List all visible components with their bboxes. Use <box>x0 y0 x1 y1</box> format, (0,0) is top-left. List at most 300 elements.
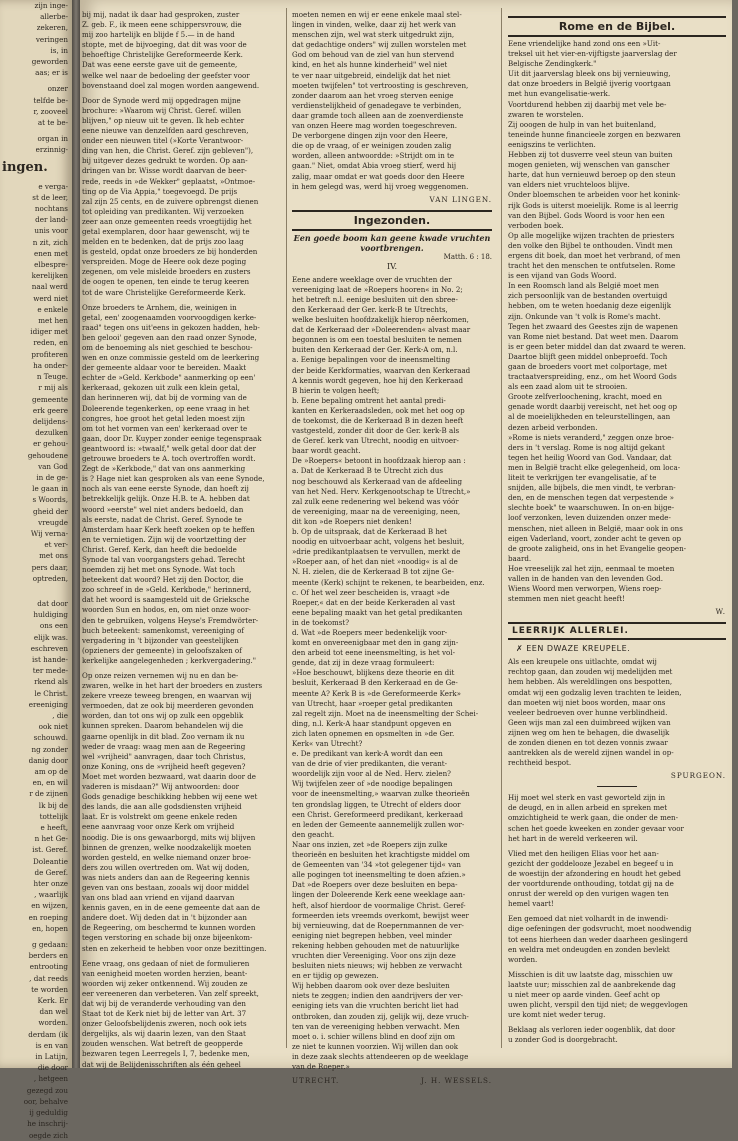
text-line: met hen <box>38 316 68 326</box>
text-line: is gesteld, opdat onze broeders ze bij honderden <box>82 247 258 257</box>
text-line: N. H. zielen, die de Kerkeraad B tot zijne Ge- <box>292 567 454 577</box>
text-line: ij geduldig <box>29 1108 68 1118</box>
column-1 <box>82 10 280 1069</box>
text-line: , dat reeds <box>29 973 68 983</box>
text-line: brochure: »Waarom wij Christ. Geref. willen <box>82 105 242 115</box>
text-line: r mij als <box>38 383 68 393</box>
newspaper-page <box>80 0 732 1086</box>
text-line: elbespre- <box>34 260 68 270</box>
text-line: Hij moet wel sterk en vast geworteld zijn in <box>508 793 666 803</box>
text-line: God om behoud van de ziel van hun stervend <box>292 50 455 60</box>
text-line: vaderen is misdaan?" Wij antwoorden: door <box>82 782 240 792</box>
text-line: dat gedachtige onders" wij zullen worstelen met <box>292 40 467 50</box>
text-line: B hierin te volgen heeft; <box>292 385 380 395</box>
text-line: dezen arbeid verbonden. <box>508 422 598 432</box>
text-line: betrekkelijk gelijk. Onze H.B. te A. hebben dat <box>82 494 250 504</box>
text-line: tracht het den menschen te ontfutselen. Rome <box>508 261 676 271</box>
text-line: zich persoonlijk van de bestanden overtuigd <box>508 291 668 301</box>
text-line: u zonder God is doorgebracht. <box>508 1035 618 1045</box>
text-line: en wijzen, <box>31 901 68 911</box>
column-3 <box>508 10 726 1046</box>
text-line: buch beteekent: samenkomst, vereeniging of <box>82 625 245 635</box>
text-line: (opzieners der gemeente) in geloofszaken of <box>82 645 242 655</box>
text-line: ook niet <box>38 722 68 732</box>
text-line: aas; er is <box>35 68 68 78</box>
text-line: meente A? Kerk B is »de Gereformeerde Kerk» <box>292 688 461 698</box>
text-line: welke wel naar de bedoeling der geefster voor <box>82 70 250 80</box>
text-line: stemmen men niet geacht heeft! <box>508 594 625 604</box>
text-line: Zegt de »Kerkbode," dat van ons aanmerking <box>82 464 246 474</box>
text-line: verdienstelijkheid of genadegave te verbinden, <box>292 100 462 110</box>
text-line: d. Wat »de Roepers meer bedenkelijk voor- <box>292 627 448 637</box>
text-line: vreugde <box>38 517 68 527</box>
text-line: binnen de grenzen, welke noodzakelijk moeten <box>82 842 252 852</box>
text-line: om tot het vormen van een' kerkeraad over te <box>82 423 248 433</box>
text-line: woorden Sun en hodos, en, om niet onze woor- <box>82 605 251 615</box>
text-line: Kerk. Er <box>37 996 68 1006</box>
text-line: der gemeente aldaar voor te bereiden. Maakt <box>82 363 247 373</box>
text-line: weder de vraag: waag men aan de Regeering <box>82 741 246 751</box>
text-line: van Utrecht, haar »roeper getal predikanten <box>292 698 453 708</box>
text-line: vruchten dier Vereeniging. Voor ons zijn deze <box>292 950 456 960</box>
text-line: naal werd <box>31 282 68 292</box>
text-line: melden en te bedenken, dat de prijs zoo laag <box>82 237 244 247</box>
text-line: geven van ons bestaan, zooals wij door middel <box>82 882 250 892</box>
text-line: eeniging iets van die vruchten bericht liet had <box>292 1001 459 1011</box>
text-line: Roeper,« dat en der beide Kerkeraden al vast <box>292 597 456 607</box>
text-line: lk bij de <box>38 800 68 810</box>
text-line: der voortdurende onthouding, totdat gij na de <box>508 879 674 889</box>
text-line: genade wordt daarbij vereischt, net het oog op <box>508 402 678 412</box>
text-line: uwen plicht, verspil den tijd niet; de weggevlogen <box>508 1000 688 1010</box>
text-line: dan herinneren wij, dat bij de vorming van de <box>82 393 247 403</box>
text-line: kerkelijke aangelegenheden ; kerkvergadering." <box>82 655 256 665</box>
kreupele-text <box>508 657 726 768</box>
text-line: gehoudene <box>27 450 68 460</box>
text-line: Tegen het zwaard des Geestes zijn de wapenen <box>508 321 678 331</box>
meditation-text <box>508 793 726 1045</box>
section-heading-leerrijk: LEERRIJK ALLERLEI. <box>508 622 726 640</box>
text-line: hebben, om te weten hoedanig deze eigenlijk <box>508 301 672 311</box>
divider <box>597 786 637 787</box>
text-line: r de zijnen <box>29 789 68 799</box>
text-line: zegenen, om vele misleide broeders en zusters <box>82 267 251 277</box>
text-line: Vlied met den heiligen Elias voor het aan- <box>508 848 659 858</box>
text-line: at te be- <box>37 118 68 128</box>
article-text <box>292 275 492 1072</box>
text-line: al de moeielijkheden en teleurstellingen, aan <box>508 412 671 422</box>
text-line: van eenigheid moeten worden herzien, beant- <box>82 968 248 978</box>
text-line: eene bepaling maakt van het getal predikanten <box>292 607 463 617</box>
text-line: menschen, niet alleen in België, maar ook in ons <box>508 523 683 533</box>
text-line: Amsterdam haar Kerk heeft zoeken op te heffen <box>82 524 255 534</box>
text-line: veringen <box>35 34 68 44</box>
text-line: worden, dan tot ons wij op zulk een opgeblik <box>82 711 244 721</box>
text-line: Onder bloemschen te arbeiden voor het konink- <box>508 190 681 200</box>
text-line: baar wordt geacht. <box>292 446 361 456</box>
text-line: van de drie of vier predikanten, die verant- <box>292 759 448 769</box>
text-line: am op de <box>34 767 68 776</box>
text-line: het betreft n.l. eenige besluiten uit den sbree- <box>292 294 458 304</box>
text-line: rechtheid bespot. <box>508 758 572 768</box>
signature-van-lingen: VAN LINGEN. <box>429 194 492 204</box>
text-line: eenigszins te verlichten. <box>508 139 596 149</box>
text-line: eene aanvraag voor onze Kerk om vrijheid <box>82 822 235 832</box>
text-line: om de benoeming als niet geschied te beschou- <box>82 343 253 352</box>
text-line: van ons blad aan vriend en vijand daarvan <box>82 893 235 903</box>
text-line: tottelijk <box>39 811 68 821</box>
text-line: theorieën en besluiten het krachtigste middel om <box>292 850 470 860</box>
text-line: mij zoo hartelijk en blijde f 5.— in de hand <box>82 30 235 40</box>
text-line: ergens dit boek, dan moet het verbrand, of men <box>508 250 681 260</box>
text-line: Als een kreupele ons uitlachte, omdat wij <box>508 657 657 667</box>
text-line: zijn. Onkunde van 't volk is Rome's macht. <box>508 311 661 321</box>
text-line: gaan, door Dr. Kuyper zonder eenige tegenspraak <box>82 433 262 443</box>
page-gutter <box>72 0 80 1068</box>
previous-page-strip <box>0 0 72 1140</box>
text-line: ter mede- <box>32 666 68 676</box>
text-line: optreden, <box>32 573 68 583</box>
text-line: zijn inge- <box>34 1 68 10</box>
text-line: ze niet te kunnen voorzien. Wij willen dan ook <box>292 1041 459 1051</box>
text-line: profiteren <box>31 349 68 359</box>
text-line: te ver naar uitgebreid, eindelijk dat het niet <box>292 70 451 80</box>
text-line: buiten den Kerkeraad der Ger. Kerk-A om, n.l. <box>292 345 458 355</box>
text-line: een Christ. Gereformeerd predikant, kerkeraad <box>292 809 464 819</box>
text-line: de toekomst, die de Kerkeraad B in dezen heeft <box>292 416 464 425</box>
text-line: echter de »Geld. Kerkbode" aanmerking op een' <box>82 373 256 383</box>
text-line: ders in 't verslag. Rome is nog altijd gekant <box>508 442 665 452</box>
text-line: n het Ge- <box>34 834 68 844</box>
text-line: geworden <box>31 57 68 67</box>
text-line: ontbroken, dan zouden zij, gelijk wij, deze vruch- <box>292 1011 469 1021</box>
text-line: kennis gaven, en in de eene gemeente dat aan de <box>82 903 261 913</box>
text-line: Hoe vreeselijk zal het zijn, eenmaal te moeten <box>508 563 675 573</box>
text-line: van het Ned. Herv. Kerkgenootschap te Utrecht,» <box>292 486 471 496</box>
text-line: dit kon »de Roepers niet denken! <box>292 516 412 526</box>
text-line: noodig. Die is ons gewaarborgd, mits wij blijven <box>82 832 256 842</box>
text-line: rekening hebben gehouden met de natuurlijke <box>292 940 460 950</box>
text-line: n Teuge. <box>36 372 68 382</box>
text-line: Staat tot de Kerk niet bij de letter van Art. 37 <box>82 1009 247 1019</box>
text-line: rijk Gods is uiterst moeielijk. Rome is al leerrig <box>508 200 679 210</box>
text-line: menschen zijn, wel wat sterk uitgedrukt zijn, <box>292 30 455 40</box>
text-line: gezegd zou <box>26 1085 68 1095</box>
text-line: Een gemoed dat niet volhardt in de inwendi- <box>508 914 669 924</box>
text-line: Dat was eene eerste gave uit de gemeente, <box>82 60 238 70</box>
text-line: Zij ooogen de hulp in van het buitenland, <box>508 119 657 129</box>
text-line: den arbeid tot eene ineensmelting, is het vol- <box>292 648 455 658</box>
text-line: woordelijk zijn voor al de Ned. Herv. zielen? <box>292 769 451 779</box>
text-line: slechte boek" te waarschuwen. In on-en bijge- <box>508 503 675 513</box>
text-line: vermoeden, dat ze ook bij meerderen gevonden <box>82 701 254 711</box>
text-line: Naar ons inzien, zet »de Roepers zijn zulke <box>292 839 448 849</box>
text-line: ten van de vereeniging hebben verwacht. Men <box>292 1021 460 1031</box>
text-line: ereeniging <box>28 699 68 709</box>
text-line: bij uitgever dezes gedrukt te worden. Op aan- <box>82 156 248 166</box>
text-line: de vereeniging, maar na de vereeniging, neen, <box>292 506 461 516</box>
text-line: gaan de broeders voort met colportage, met <box>508 362 668 371</box>
text-line: eer vereeneren dan verbeteren. Van zelf spreekt, <box>82 988 259 998</box>
strip-heading: ingen. <box>2 159 48 175</box>
text-line: zekere vreeze teweeg brengen, en waarvan wij <box>82 691 252 701</box>
text-line: bij vernieuwing, dat de Roepernmannen de ver- <box>292 920 464 930</box>
text-line: hter onze <box>33 879 68 889</box>
text-line: onze Koning, ons de »vrijheid heeft gegeven? <box>82 761 246 771</box>
text-line: noch als van eene eerste Synode, dan hoeft zij <box>82 484 249 494</box>
text-line: in de ge- <box>36 472 68 482</box>
text-line: andere doet. Wij deden dat in 't bijzonder aan <box>82 913 247 923</box>
text-line: kerkeraad, gekozen uit zulk een klein getal, <box>82 383 240 393</box>
text-line: den geacht. <box>292 829 335 839</box>
text-line: geantwoord is: »twaalf," welk getal door dat der <box>82 443 257 453</box>
text-line: ng zonder <box>31 744 68 754</box>
text-line: en er tijdig op gewezen. <box>292 971 379 981</box>
text-line: elijk was. <box>33 632 68 642</box>
text-line: zal zulk eene redenering wel bekend was vóór <box>292 496 459 506</box>
text-line: schouwd. <box>33 733 68 743</box>
text-line: dat de Kerkeraad der »Doleerenden« alvast maar <box>292 325 471 335</box>
text-line: Eene andere weeklage over de vruchten der <box>292 274 452 284</box>
text-line: ding, n.l. Kerk-A haar standpunt opgeven en <box>292 718 452 728</box>
text-line: allerbe- <box>40 12 68 22</box>
text-line: telfde be- <box>33 95 68 105</box>
text-line: de oogen te openen, ten einde te terug keeren <box>82 277 250 287</box>
text-line: Kerk« van Utrecht? <box>292 739 363 748</box>
text-line: ting op de Via Appia," toegevoegd. De prijs <box>82 186 238 196</box>
text-line: liteit te verkrijgen ter evangelisatie, af te <box>508 473 657 483</box>
text-line: verboden boek. <box>508 220 564 230</box>
text-line: beteekent dat woord? Het zij den Doctor, die <box>82 575 244 585</box>
text-line: eschreven <box>30 643 68 653</box>
text-line: Belgische Zendingkerk." <box>508 59 597 69</box>
text-line: delijdens- <box>32 416 68 426</box>
text-line: gheid der <box>33 506 68 516</box>
text-line: e heeft, <box>40 823 68 833</box>
text-line: Wij twijfelen zeer of »de noodige bepalingen <box>292 779 453 789</box>
text-line: tot opleiding van predikanten. Wij verzoeken <box>82 206 244 216</box>
text-line: Wij verna- <box>30 528 68 538</box>
text-line: van onzen Heere mag worden toegeschreven. <box>292 121 457 131</box>
text-line: komt en onvereenigbaar met den in gang zijn- <box>292 638 459 648</box>
text-line: Uit dit jaarverslag bleek ons bij vernieuwing, <box>508 69 671 79</box>
text-line: s Woords, <box>32 495 68 505</box>
text-line: en, hopen <box>32 923 68 933</box>
text-line: niets te zeggen; indien den aandrijvers der ver- <box>292 991 464 1001</box>
text-line: den, en de menschen tegen dat verpestende » <box>508 493 674 503</box>
text-line: onzer <box>47 84 68 94</box>
text-line: hemel vaart! <box>508 899 554 909</box>
text-line: A kennis wordt gegeven, hoe hij den Kerkeraad <box>292 375 464 385</box>
column-2 <box>292 10 492 1086</box>
text-line: men in België tracht elke gelegenheid, om loca- <box>508 462 681 472</box>
text-line: De »Roepers« betoont in hoofdzaak hierop aan : <box>292 456 466 466</box>
column-1-text <box>82 10 280 1070</box>
text-line: ist hande- <box>32 654 68 664</box>
text-line: Geen wijs man zal een duimbreed wijken van <box>508 717 671 727</box>
text-line: ten grondslag liggen, te Utrecht of elders door <box>292 799 461 809</box>
text-line: als eerste, nadat de Christ. Geref. Synode te <box>82 514 242 524</box>
text-line: onzer Geloofsbelijdenis zweren, noch ook iets <box>82 1019 247 1029</box>
text-line: welke besluiten hoofdzakelijk hierop nêerkomen, <box>292 315 469 325</box>
text-line: worden. <box>38 1018 68 1028</box>
text-line: erk geere <box>32 405 68 415</box>
text-line: en weldra met ondeugden en zonden bevlekt <box>508 944 670 954</box>
text-line: wen en onze commissie gesteld om de leerkering <box>82 353 260 363</box>
text-line: Z. geb. F., ik meen eene schippersvrouw, die <box>82 20 242 30</box>
text-line: le gaan in <box>32 484 68 494</box>
text-line: sten en zekerheid te hebben voor onze bezittingen. <box>82 943 267 953</box>
text-line: zwaren, welke in het hart der broeders en zusters <box>82 681 263 691</box>
text-line: ist. Geref. <box>32 845 68 855</box>
signature-name: J. H. WESSELS. <box>420 1076 492 1086</box>
text-line: derdam (ik <box>28 1029 68 1039</box>
text-line: r, zooveel <box>33 106 68 116</box>
text-line: vallen in de handen van den levenden God. <box>508 573 663 583</box>
text-line: was niets anders dan aan de Regeering kennis <box>82 872 250 882</box>
text-line: met hun evangelisatie-werk. <box>508 89 611 99</box>
text-line: besluit, Kerkeraad B den Kerkeraad en de Ge- <box>292 678 458 688</box>
text-line: die door <box>37 1063 68 1073</box>
text-line: met ons <box>39 551 68 561</box>
text-line: entrooting <box>29 962 68 972</box>
text-line: behoeftige Christelijke Gereformeerde Kerk. <box>82 50 243 60</box>
text-line: nog beschouwd als Kerkeraad van de afdeeling <box>292 476 462 486</box>
text-line: is en van <box>35 1040 68 1050</box>
cross-icon: ✗ <box>516 644 524 654</box>
text-line: Doleantie <box>33 856 68 866</box>
text-line: woorden wij zeker ontkennend. Wij zouden ze <box>82 978 248 988</box>
text-line: worden gesteld, en welke niemand onzer broe- <box>82 852 251 862</box>
text-line: woord »eerste" wel niet anders bedoeld, dan <box>82 504 244 514</box>
text-line: het hart in de wereld verkeeren wil. <box>508 833 638 843</box>
text-line: zal regelt zijn. Moet na de ineensmelting der Schei- <box>292 708 479 718</box>
text-line: zich laten opnemen en opsmelten in »de Ger. <box>292 728 455 738</box>
section-heading-rome: Rome en de Bijbel. <box>508 16 726 37</box>
text-line: pers daar, <box>31 562 68 572</box>
text-line: treksel uit het vier-en-vijftigste jaarverslag der <box>508 49 677 59</box>
text-line: is ? Hage niet kan gesproken als van eene Synode, <box>82 474 265 484</box>
text-line: bovenstaand doel zal mogen worden aangewend. <box>82 80 260 90</box>
text-line: de woestijn der afzondering en houdt het gebed <box>508 868 681 878</box>
text-line: en, en wil <box>32 778 68 788</box>
text-line: g gedaan: <box>32 940 68 950</box>
text-line: loof verzonken, leven duizenden onzer mede- <box>508 513 671 523</box>
text-line: Door de Synode werd mij opgedragen mijne <box>82 95 241 105</box>
text-line: , waarlijk <box>34 890 68 900</box>
text-line: kerelijken <box>31 271 68 281</box>
text-line: rkend als <box>34 677 68 687</box>
text-line: reden, en <box>33 338 68 348</box>
text-line: gende, dat zij in deze vraag formuleert: <box>292 658 435 668</box>
text-line: tractaatverspreiding, enz., om het Woord Gods <box>508 372 677 382</box>
text-line: danig door <box>28 755 68 765</box>
text-line: »Hoe beschouwt, blijkens deze theorie en dit <box>292 668 455 678</box>
article-reference: Matth. 6 : 18. <box>443 252 492 261</box>
text-line: Gods genadige beschikking hebben wij eene wet <box>82 792 258 802</box>
text-line: he inschrij- <box>27 1119 68 1129</box>
text-line: omdat wij een godzalig leven trachten te leiden, <box>508 687 682 697</box>
text-line: dat onze broeders in België ijverig voortgaan <box>508 79 671 89</box>
text-line: nochtans <box>34 204 68 214</box>
text-line: onrust der wereld op den vurigen wagen ten <box>508 889 669 899</box>
article-title: Een goede boom kan geene kwade vruchten voortbrengen. <box>293 232 491 253</box>
text-line: e enkele <box>37 304 68 314</box>
text-line: lingen in vinden, welke, daar zij het werk van <box>292 20 456 30</box>
strip-text-top <box>0 0 72 156</box>
text-line: dan wel <box>39 1007 68 1017</box>
text-line: le Christ. <box>34 688 68 698</box>
text-line: , die <box>52 710 68 720</box>
text-line: de Geref. kerk van Utrecht, noodig en uitvoer- <box>292 436 459 446</box>
text-line: Beklaag als verloren ieder oogenblik, dat door <box>508 1025 676 1035</box>
text-line: en leden der Gemeente aannemelijk zullen wor- <box>292 819 465 829</box>
text-line: van de Roeper.» <box>292 1062 350 1071</box>
text-line: eeniging niet begrepen hebben, veel minder <box>292 930 452 940</box>
text-line: tegen het heilig Woord van God. Vandaar, dat <box>508 452 672 462</box>
text-line: is een vijand van Gods Woord. <box>508 271 617 281</box>
text-line: bezwaren tegen Leerregels I, 7, bedenke men, <box>82 1049 250 1059</box>
text-line: »Roeper aan, of het dan niet »noodig« is al de <box>292 557 458 567</box>
text-line: Daartoe blijft geen middel onbeproefd. Toch <box>508 351 668 361</box>
text-line: berders en <box>28 951 68 961</box>
text-line: noemden zij het met ons Synode. Wat toch <box>82 565 236 575</box>
text-line: daar gramde toch alleen aan de zoenverdienste <box>292 110 464 120</box>
text-line: n zit, zich <box>32 237 68 247</box>
text-line: en te vernietigen. Zijn wij de voortzetting der <box>82 534 247 544</box>
text-line: zeer aan onze gemeenten reeds vroegtijdig het <box>82 216 252 226</box>
text-line: tot eens hierheen dan weder daarheen geslingerd <box>508 934 688 944</box>
text-line: dat het woord is saamgesteld uit de Grieksche <box>82 595 250 605</box>
text-line: in deze zaak slechts attendeeren op de weeklage <box>292 1051 469 1061</box>
text-line: des lands, die aan alle godsdiensten vrijheid <box>82 802 242 812</box>
text-line: Christ. Geref. Kerk, dan heeft die bedoelde <box>82 544 237 554</box>
text-line: gaarne openlijk in dit blad. Zoo vernam ik nu <box>82 731 245 741</box>
text-line: eene nieuwe van denzelfden aard geschreven, <box>82 126 249 136</box>
text-line: laatste uur; misschien zal de aanbrekende dag <box>508 979 676 989</box>
text-line: harte, dat hun vernieuwd beroep op den steun <box>508 170 676 180</box>
text-line: begonnen is om een toestal besluiten te nemen <box>292 335 462 345</box>
text-line: de groote zaligheid, ons in het Evangelie geopen- <box>508 543 687 553</box>
text-line: de deugd, en in allen arbeid en spreken met <box>508 803 668 813</box>
text-line: ure komt niet weder terug. <box>508 1010 606 1020</box>
text-line: als een zaad alom uit te strooien. <box>508 382 628 392</box>
text-line: st de leer, <box>32 192 68 202</box>
text-line: congres, hoe groot het getal leden moest zijn <box>82 413 245 423</box>
text-line: »Rome is niets veranderd," zeggen onze broe- <box>508 432 674 442</box>
text-line: verspreiden. Moge de Heere ook deze poging <box>82 257 247 267</box>
letter-continued-text <box>292 10 492 192</box>
text-line: wel »vrijheid" aanvragen, daar toch Christus, <box>82 751 246 761</box>
text-line: vastgesteld, zonder dit door de Ger. kerk-B als <box>292 426 460 436</box>
signature-spurgeon: SPURGEON. <box>670 771 726 781</box>
article-number: IV. <box>386 261 398 271</box>
text-line: unis voor <box>34 226 68 236</box>
column-rule <box>501 8 502 1048</box>
text-line: van God <box>38 461 68 471</box>
text-line: voor de ineensmelting,» waarvan zulke theorieën <box>292 789 470 799</box>
text-line: et ver- <box>44 540 68 550</box>
text-line: veeleer bedroeven over hunne verblindheid. <box>508 707 668 717</box>
text-line: dringen van br. Wisse wordt daarvan de beer- <box>82 166 247 176</box>
text-line: teneinde hunne financieele zorgen en bezwaren <box>508 129 681 139</box>
text-line: rechtop gaan, dan zouden wij medelijden met <box>508 667 673 677</box>
text-line: zoo schreef in de »Geld. Kerkbode," herinnerd, <box>82 585 252 595</box>
text-line: kunnen spreken. Daarom behandelen wij die <box>82 721 244 731</box>
text-line: is er geen beter middel dan dat zwaard te weren. <box>508 341 686 351</box>
text-line: en roeping <box>28 912 68 922</box>
text-line: a. Eenige bepalingen voor de ineensmelting <box>292 355 451 365</box>
